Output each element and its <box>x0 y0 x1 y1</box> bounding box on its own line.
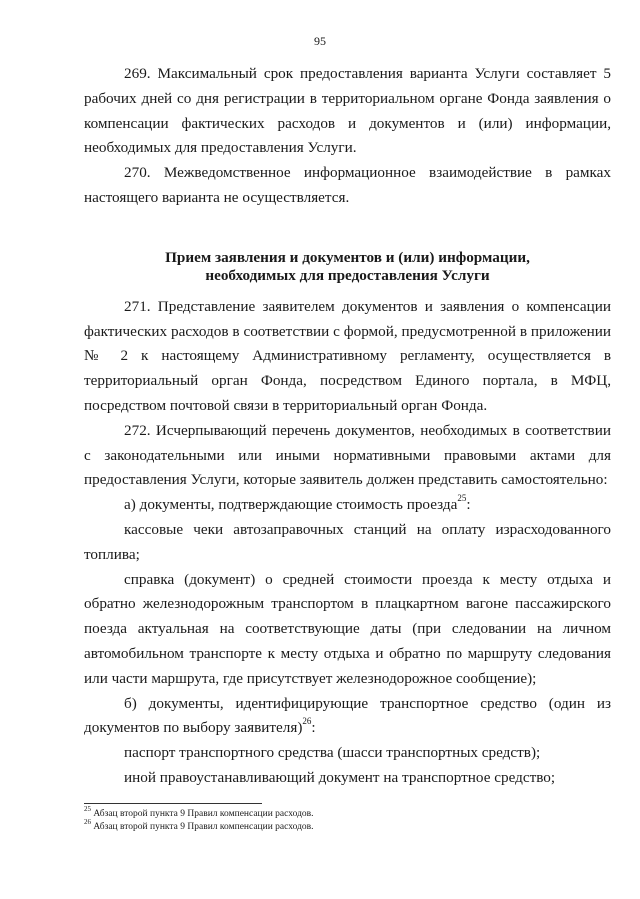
item-b <box>84 692 611 742</box>
item-a-text: а) документы, подтверждающие стоимость проезда <box>124 496 458 514</box>
item-receipts: кассовые чеки автозаправочных станций на оплату израсходованного топлива; <box>84 520 611 563</box>
footnote-26-number: 26 <box>84 817 91 826</box>
section-heading-line-1: Прием заявления и документов и (или) информации, <box>165 248 530 266</box>
item-b-end: : <box>311 719 316 737</box>
document-body <box>84 62 611 791</box>
footnote-ref-25: 25 <box>457 493 467 504</box>
item-a-end: : <box>466 496 471 514</box>
item-a <box>84 493 611 518</box>
item-passport: паспорт транспортного средства (шасси транспортных средств); <box>124 744 541 762</box>
section-heading-line-2: необходимых для предоставления Услуги <box>205 266 490 284</box>
item-other-document: иной правоустанавливающий документ на транспортное средство; <box>124 768 556 786</box>
item-certificate: справка (документ) о средней стоимости проезда к месту отдыха и обратно железнодорожным транспортом в плацкартном вагоне пассажирского поезда актуальная на соответствующие даты (при следовании на личном автомобильном транспорте к месту отдыха и обратно по маршруту следования или части маршрута, где присутствует железнодорожное сообщение); <box>84 570 611 687</box>
section-heading <box>84 249 611 285</box>
footnote-26 <box>84 817 611 834</box>
footnotes <box>84 804 611 834</box>
footnote-26-text: Абзац второй пункта 9 Правил компенсации расходов. <box>91 822 314 832</box>
footnote-25-text: Абзац второй пункта 9 Правил компенсации расходов. <box>91 809 314 819</box>
paragraph-271: 271. Представление заявителем документов и заявления о компенсации фактических расходов в соответствии с формой, предусмотренной в приложении № 2 к настоящему Административному регламенту, осуществляется в территориальный орган Фонда, посредством Единого портала, в МФЦ, посредством почтовой связи в территориальный орган Фонда. <box>84 297 611 414</box>
footnote-ref-26: 26 <box>302 716 312 727</box>
page-number: 95 <box>314 34 326 48</box>
footnote-25-number: 25 <box>84 804 91 813</box>
paragraph-270: 270. Межведомственное информационное взаимодействие в рамках настоящего варианта не осуществляется. <box>84 164 611 206</box>
footnote-divider <box>84 803 262 804</box>
paragraph-272: 272. Исчерпывающий перечень документов, необходимых в соответствии с законодательными или иными нормативными правовыми актами для предоставления Услуги, которые заявитель должен представить самостоятельно: <box>84 421 611 489</box>
footnote-25 <box>84 804 611 821</box>
item-b-text: б) документы, идентифицирующие транспортное средство (один из документов по выбору заявителя) <box>84 694 611 737</box>
paragraph-269: 269. Максимальный срок предоставления варианта Услуги составляет 5 рабочих дней со дня регистрации в территориальном органе Фонда заявления о компенсации фактических расходов и документов и (или) информации, необходимых для предоставления Услуги. <box>84 65 611 157</box>
